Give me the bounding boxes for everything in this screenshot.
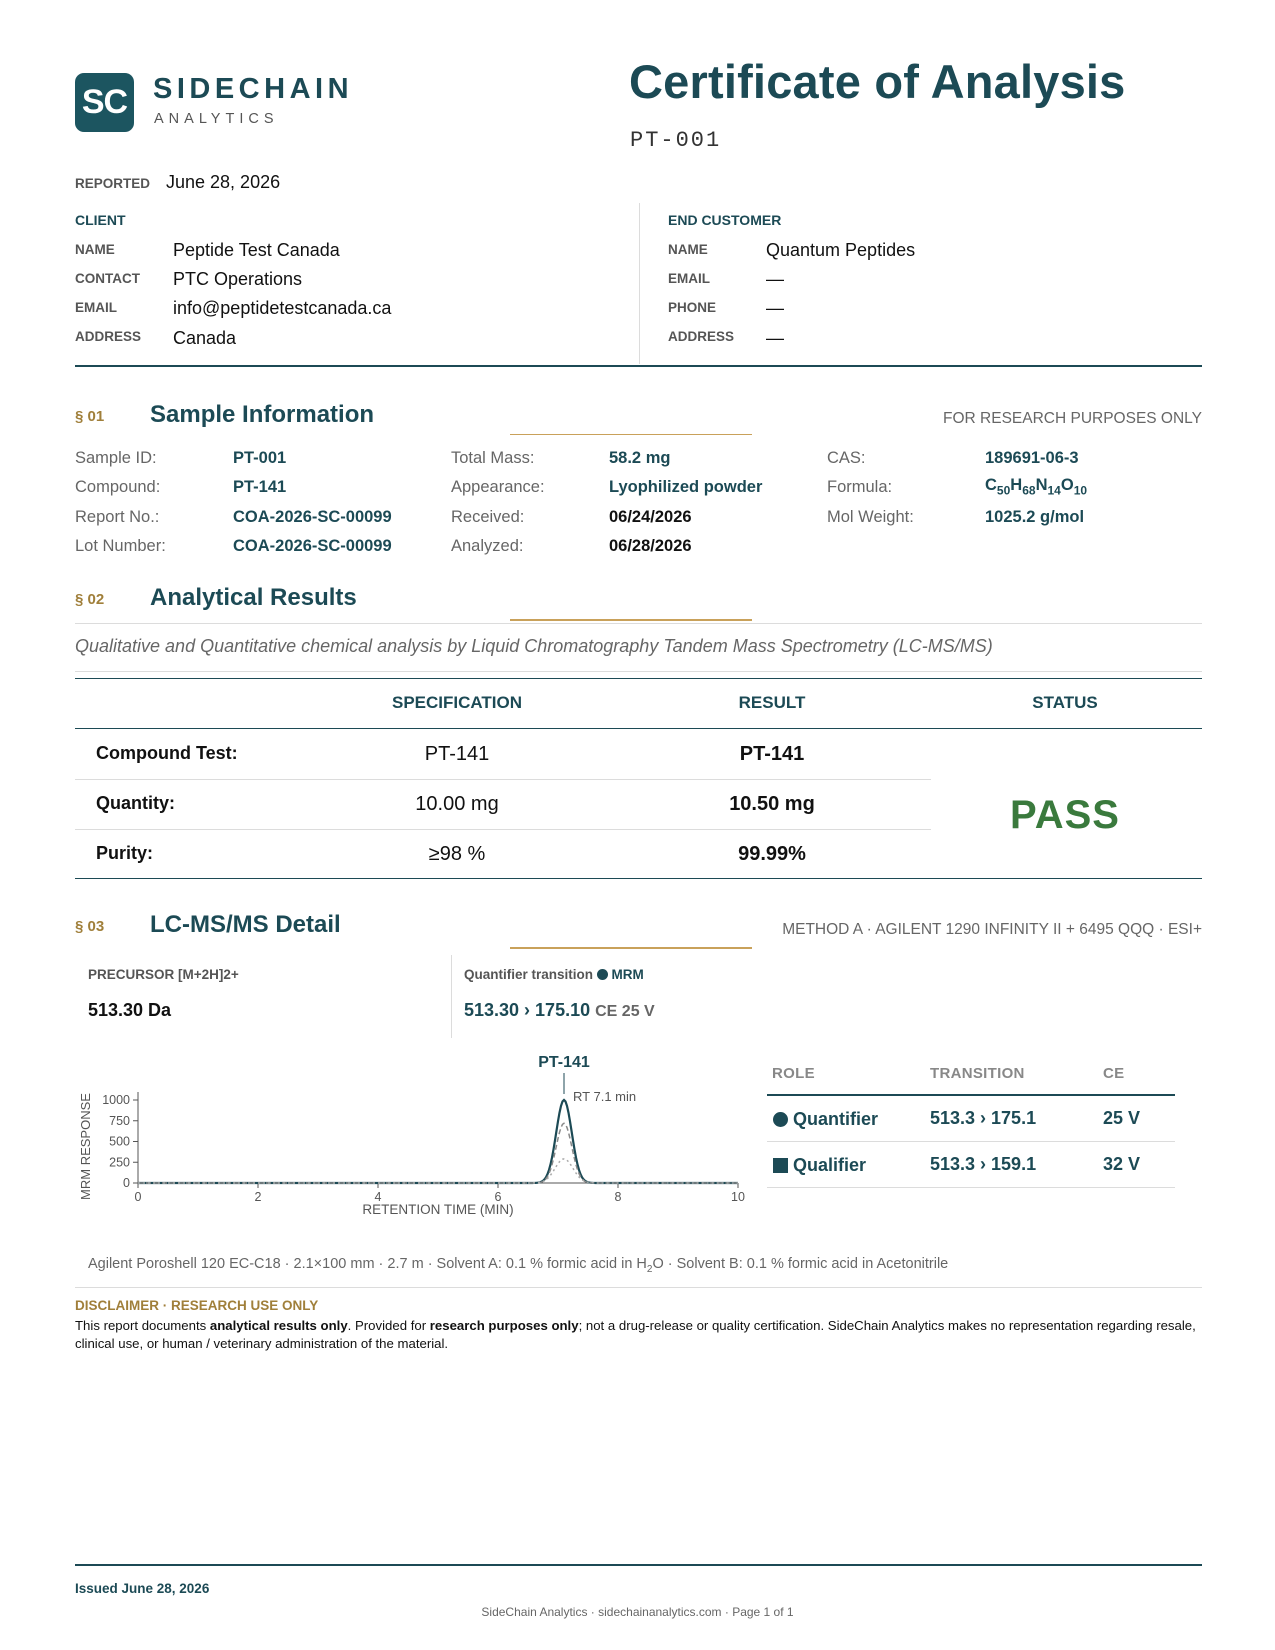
ce-header: CE [1103, 1065, 1125, 1082]
gold-rule [510, 619, 752, 621]
results-table-bottom [75, 878, 1202, 879]
logo-mark: SC [81, 83, 128, 121]
party-divider [639, 203, 640, 364]
ce-qualifier: 32 V [1103, 1154, 1141, 1174]
role-header: ROLE [772, 1065, 815, 1082]
mol-weight-label: Mol Weight: [827, 508, 914, 526]
cas-number: 189691-06-3 [985, 449, 1079, 467]
series-line-2 [138, 1123, 738, 1183]
end-customer-name-label: NAME [668, 242, 708, 257]
column-conditions: Agilent Poroshell 120 EC-C18 · 2.1×100 mm · 2.7 m · Solvent A: 0.1 % formic acid in $H_2O$ · Solvent B: 0.1 % formic acid in Acetonitrile [88, 1256, 949, 1275]
result-purity: 99.99% [738, 843, 806, 865]
end-customer-heading: END CUSTOMER [668, 212, 782, 228]
result-header: RESULT [738, 693, 806, 712]
reported-date: June 28, 2026 [166, 172, 281, 192]
client-contact-label: CONTACT [75, 271, 140, 286]
end-customer-phone: — [766, 298, 784, 318]
circle-icon [597, 969, 608, 980]
transition-header: TRANSITION [930, 1065, 1025, 1082]
document-title: Certificate of Analysis [629, 55, 1126, 108]
brand-name: SIDECHAIN [153, 73, 354, 105]
document-id: PT-001 [630, 128, 722, 153]
lot-number-label: Lot Number: [75, 537, 166, 555]
total-mass-label: Total Mass: [451, 449, 535, 467]
company-logo [75, 73, 134, 132]
transitions-header-rule [767, 1094, 1175, 1096]
spec-compound: PT-141 [424, 743, 490, 765]
end-customer-phone-label: PHONE [668, 300, 717, 315]
gold-rule [510, 434, 752, 435]
y-tick-label: 250 [109, 1155, 130, 1170]
divider [75, 671, 1202, 672]
x-tick-label: 2 [254, 1190, 262, 1204]
client-contact: PTC Operations [173, 269, 303, 289]
issued-date: Issued June 28, 2026 [75, 1581, 210, 1596]
appearance-label: Appearance: [451, 478, 545, 496]
x-tick-label: 0 [134, 1190, 142, 1204]
total-mass: 58.2 mg [609, 449, 671, 467]
gold-rule [510, 947, 752, 949]
client-address-label: ADDRESS [75, 329, 142, 344]
x-tick-label: 8 [614, 1190, 622, 1204]
series-line-1 [138, 1100, 738, 1183]
end-customer-email: — [766, 269, 784, 289]
transition-quantifier: 513.3 › 175.1 [930, 1108, 1037, 1128]
compound: PT-141 [233, 478, 287, 496]
row-label-purity: Purity: [96, 843, 154, 863]
brand-subtitle: ANALYTICS [154, 111, 279, 127]
section-title-sample: Sample Information [150, 401, 375, 428]
research-only-note: FOR RESEARCH PURPOSES ONLY [943, 410, 1202, 427]
x-tick-label: 4 [374, 1190, 382, 1204]
client-name-label: NAME [75, 242, 115, 257]
status-header: STATUS [1032, 693, 1098, 712]
x-axis-label: RETENTION TIME (MIN) [362, 1202, 514, 1217]
lot-number: COA-2026-SC-00099 [233, 537, 392, 555]
section-title-lcms: LC-MS/MS Detail [150, 911, 341, 938]
analysis-description: Qualitative and Quantitative chemical analysis by Liquid Chromatography Tandem Mass Spectrometry (LC-MS/MS) [75, 636, 993, 656]
circle-icon [773, 1112, 788, 1127]
square-icon [773, 1158, 788, 1173]
status-pass: PASS [1010, 793, 1120, 837]
row-divider [75, 829, 931, 830]
cas-label: CAS: [827, 449, 866, 467]
y-tick-label: 1000 [102, 1093, 130, 1107]
y-tick-label: 500 [109, 1134, 130, 1149]
row-label-quantity: Quantity: [96, 793, 175, 813]
peak-annotation: RT 7.1 min [573, 1089, 637, 1104]
lcms-divider [451, 955, 452, 1038]
row-label-compound: Compound Test: [96, 743, 238, 763]
result-compound: PT-141 [739, 743, 805, 765]
section-number: § 02 [75, 591, 105, 608]
reported-label: REPORTED [75, 176, 151, 191]
divider [75, 623, 1202, 624]
received-label: Received: [451, 508, 525, 526]
disclaimer-text: This report documents analytical results only. Provided for research purposes only; not a drug-release or quality certification. SideChain Analytics makes no representation regarding resale, clinical use, or human / veterinary administration of the material. [75, 1318, 1196, 1351]
spec-header: SPECIFICATION [391, 693, 523, 712]
results-header-rule [75, 728, 1202, 729]
end-customer-name: Quantum Peptides [766, 240, 916, 260]
spec-purity: ≥98 % [428, 843, 486, 865]
transition-qualifier: 513.3 › 159.1 [930, 1154, 1037, 1174]
compound-label: Compound: [75, 478, 161, 496]
report-no-label: Report No.: [75, 508, 160, 526]
client-email-label: EMAIL [75, 300, 117, 315]
client-heading: CLIENT [75, 212, 126, 228]
analyzed-label: Analyzed: [451, 537, 524, 555]
sample-id-label: Sample ID: [75, 449, 157, 467]
row-divider [75, 779, 931, 780]
series-line-3 [138, 1159, 738, 1183]
precursor-label: PRECURSOR [M+2H]2+ [88, 967, 239, 982]
divider [75, 1287, 1202, 1288]
ce-quantifier: 25 V [1103, 1108, 1141, 1128]
section-title-results: Analytical Results [150, 584, 357, 611]
section-number: § 01 [75, 408, 105, 425]
footer-rule [75, 1564, 1202, 1566]
report-no: COA-2026-SC-00099 [233, 508, 392, 526]
disclaimer-heading: DISCLAIMER · RESEARCH USE ONLY [75, 1298, 319, 1313]
end-customer-address: — [766, 328, 784, 348]
end-customer-address-label: ADDRESS [668, 329, 735, 344]
row-divider [767, 1141, 1175, 1142]
formula-label: Formula: [827, 478, 893, 496]
quantifier-transition-value: 513.30 › 175.10 CE 25 V [464, 1000, 655, 1020]
appearance: Lyophilized powder [609, 478, 763, 496]
footer-line: SideChain Analytics · sidechainanalytics.com · Page 1 of 1 [481, 1605, 794, 1619]
chart-title: PT-141 [538, 1054, 590, 1071]
result-quantity: 10.50 mg [729, 793, 815, 815]
y-tick-label: 0 [123, 1176, 130, 1190]
header-divider [75, 365, 1202, 367]
client-email: info@peptidetestcanada.ca [173, 298, 392, 318]
x-tick-label: 10 [731, 1190, 745, 1204]
client-address: Canada [173, 328, 237, 348]
end-customer-email-label: EMAIL [668, 271, 710, 286]
row-divider [767, 1187, 1175, 1188]
x-tick-label: 6 [494, 1190, 502, 1204]
molecular-formula: $C_{50}H_{68}N_{14}O_{10}$ [985, 476, 1088, 498]
role-quantifier: Quantifier [773, 1109, 878, 1130]
sample-id: PT-001 [233, 449, 287, 467]
spec-quantity: 10.00 mg [415, 793, 499, 815]
results-table-top [75, 678, 1202, 679]
precursor-value: 513.30 Da [88, 1000, 172, 1020]
client-name: Peptide Test Canada [173, 240, 340, 260]
y-tick-label: 750 [109, 1113, 130, 1128]
section-number: § 03 [75, 918, 105, 935]
chromatogram-chart [75, 1050, 765, 1235]
mol-weight: 1025.2 g/mol [985, 508, 1085, 526]
method-note: METHOD A · AGILENT 1290 INFINITY II + 6495 QQQ · ESI+ [782, 921, 1202, 938]
analyzed-date: 06/28/2026 [609, 537, 692, 555]
received-date: 06/24/2026 [609, 508, 692, 526]
role-qualifier: Qualifier [773, 1155, 866, 1176]
y-axis-label: MRM RESPONSE [78, 1093, 93, 1200]
quantifier-transition-label: Quantifier transition MRM [464, 967, 644, 982]
